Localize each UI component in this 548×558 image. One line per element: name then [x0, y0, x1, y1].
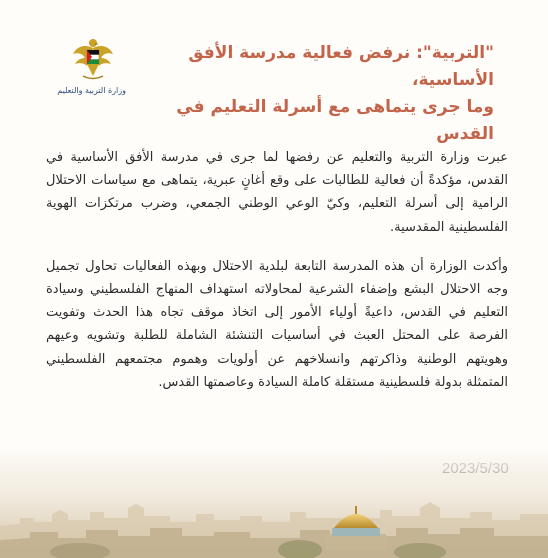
- jerusalem-skyline-icon: [0, 448, 548, 558]
- page-title: [174, 40, 494, 148]
- ministry-logo: [57, 34, 126, 106]
- paragraph-2: وأكدت الوزارة أن هذه المدرسة التابعة لبلدية الاحتلال وبهذه الفعاليات تحاول تجميل وجه الاحتلال البشع وإضفاء الشرعية لمحاولاته استهداف المنهاج الفلسطيني وسيادة التعليم في القدس، داعيةً أولياء الأمور إلى اتخاذ موقف تجاه هذا الحدث وتفويت الفرصة على المحتل العبث في أساسيات التنشئة الشاملة للطلبة وتشويه وعيهم وهويتهم الوطنية وذاكرتهم وانسلاخهم عن أولويات وهموم مجتمعهم الفلسطيني المتمثلة بدولة فلسطينية مستقلة كاملة السيادة وعاصمتها القدس.: [46, 258, 508, 390]
- eagle-emblem-icon: [71, 34, 115, 82]
- ministry-name: وزارة التربية والتعليم: [57, 86, 126, 95]
- statement-body: [46, 146, 508, 410]
- header: [0, 0, 548, 144]
- title-line-1: "التربية": نرفض فعالية مدرسة الأفق الأساسية،: [188, 43, 494, 90]
- paragraph-1: عبرت وزارة التربية والتعليم عن رفضها لما جرى في مدرسة الأفق الأساسية في القدس، مؤكدةً أن فعالية للطالبات على وقع أغانٍ عبرية، يتماهى مع سياسات الاحتلال الرامية إلى أسرلة التعليم، وكيّ الوعي الوطني الجمعي، وضرب مرتكزات الهوية الفلسطينية المقدسية.: [46, 150, 508, 235]
- title-line-2: وما جرى يتماهى مع أسرلة التعليم في القدس: [176, 97, 494, 144]
